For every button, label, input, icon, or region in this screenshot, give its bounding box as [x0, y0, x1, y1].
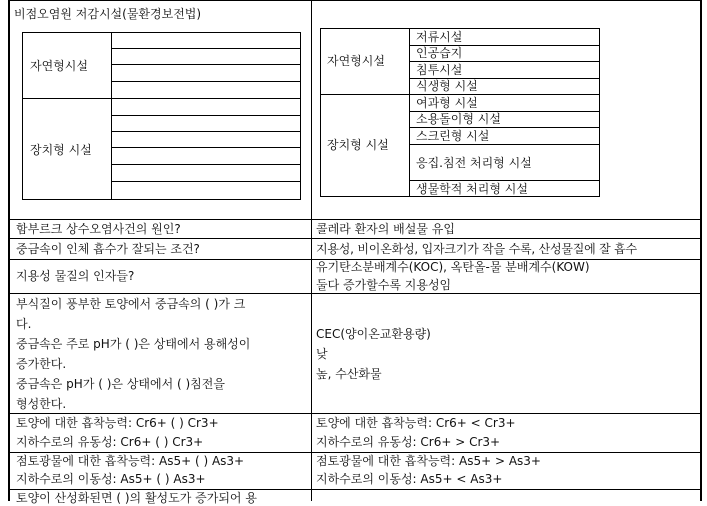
question-text: 다.: [16, 317, 32, 331]
question-text: 중금속은 pH가 ( )은 상태에서 ( )침전을: [16, 377, 225, 391]
facility-item: 여과형 시설: [416, 96, 478, 110]
answer-text: 콜레라 환자의 배설물 유입: [316, 222, 455, 236]
left-title: 비점오염원 저감시설(물환경보전법): [14, 7, 202, 21]
blank-row: [111, 181, 301, 182]
row-divider: [8, 219, 702, 220]
table-divider: [111, 32, 112, 200]
facility-item: 생물학적 처리형 시설: [416, 182, 528, 196]
blank-row: [111, 147, 301, 148]
question-text: 중금속이 인체 흡수가 잘되는 조건?: [16, 242, 200, 256]
facility-item: 응집.침전 처리형 시설: [416, 156, 532, 170]
table-divider: [22, 98, 301, 99]
answer-text: 지하수로의 유동성: Cr6+ > Cr3+: [316, 435, 501, 449]
row-divider: [8, 0, 702, 1]
question-text: 토양이 산성화된면 ( )의 활성도가 증가되어 용: [16, 491, 257, 505]
answer-text: 높, 수산화물: [316, 367, 382, 381]
facility-item: 스크린형 시설: [416, 129, 490, 143]
item-divider: [409, 144, 600, 145]
row-divider: [8, 238, 702, 239]
blank-row: [111, 131, 301, 132]
answer-text: 지용성, 비이온화성, 입자크기가 작을 수록, 산성물질에 잘 흡수: [316, 242, 637, 256]
table-divider: [409, 28, 410, 197]
question-text: 토양에 대한 흡착능력: Cr6+ ( ) Cr3+: [16, 416, 219, 430]
facility-item: 저류시설: [416, 30, 463, 44]
question-text: 중금속은 주로 pH가 ( )은 상태에서 용해성이: [16, 337, 251, 351]
question-text: 지하수로의 이동성: As5+ ( ) As3+: [16, 472, 206, 486]
blank-row: [111, 48, 301, 49]
blank-row: [111, 81, 301, 82]
answer-text: 지하수로의 이동성: As5+ < As3+: [316, 472, 503, 486]
question-text: 점토광물에 대한 흡착능력: As5+ ( ) As3+: [16, 454, 245, 468]
facility-item: 소용돌이형 시설: [416, 112, 501, 126]
column-divider: [311, 0, 312, 501]
answer-text: 유기탄소분배계수(KOC), 옥탄올-물 분배계수(KOW): [316, 260, 590, 274]
facility-item: 인공습지: [416, 46, 463, 60]
blank-row: [111, 115, 301, 116]
left-device-label: 장치형 시설: [30, 143, 92, 157]
row-divider: [8, 293, 702, 294]
answer-text: 둘다 증가할수록 지용성임: [316, 278, 452, 292]
question-text: 형성한다.: [16, 397, 67, 411]
facility-item: 식생형 시설: [416, 79, 478, 93]
right-nature-label: 자연형시설: [327, 54, 385, 68]
answer-text: 점토광물에 대한 흡착능력: As5+ > As3+: [316, 454, 541, 468]
answer-text: CEC(양이온교환용량): [316, 327, 431, 341]
question-text: 지용성 물질의 인자들?: [16, 269, 135, 283]
left-nature-label: 자연형시설: [30, 59, 88, 73]
question-text: 증가한다.: [16, 357, 67, 371]
facility-item: 침투시설: [416, 63, 463, 77]
answer-text: 낮: [316, 347, 328, 361]
blank-row: [111, 64, 301, 65]
question-text: 함부르크 상수오염사건의 원인?: [16, 222, 181, 236]
question-text: 지하수로의 유동성: Cr6+ ( ) Cr3+: [16, 435, 204, 449]
question-text: 부식질이 풍부한 토양에서 중금속의 ( )가 크: [16, 297, 246, 311]
row-divider: [8, 413, 702, 414]
right-device-label: 장치형 시설: [327, 138, 389, 152]
blank-row: [111, 164, 301, 165]
answer-text: 토양에 대한 흡착능력: Cr6+ < Cr3+: [316, 416, 516, 430]
